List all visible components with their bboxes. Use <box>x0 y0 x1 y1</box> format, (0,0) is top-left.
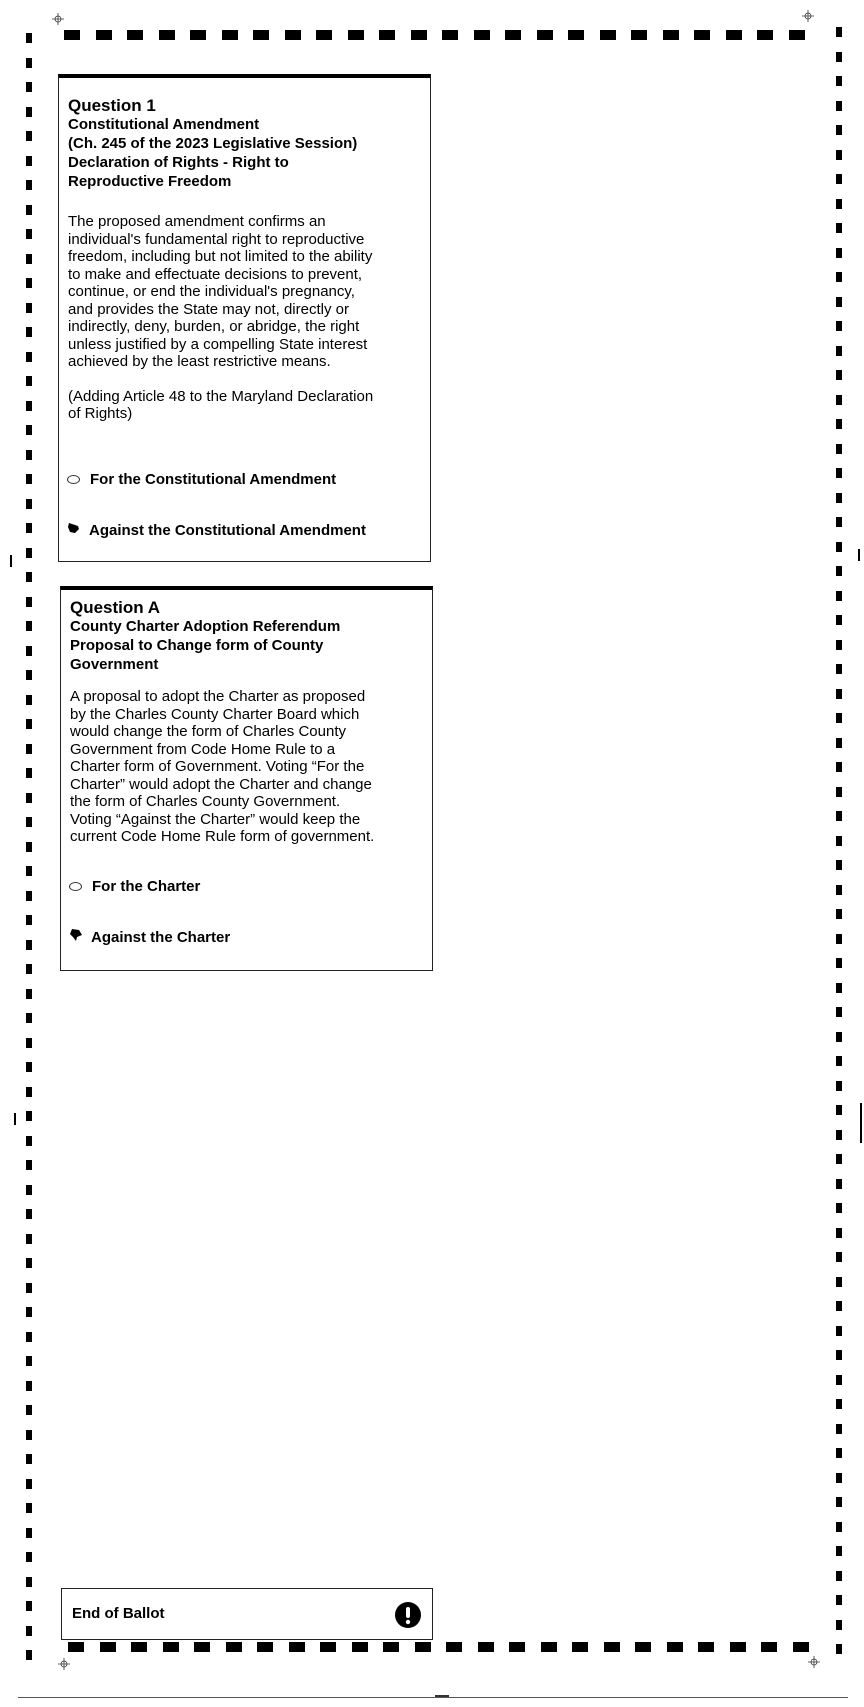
exclamation-circle-icon <box>394 1601 422 1629</box>
subtitle-line: Government <box>70 656 159 673</box>
timing-mark <box>793 1642 809 1652</box>
text-line: Charter” would adopt the Charter and change <box>70 775 372 793</box>
timing-mark <box>836 297 842 307</box>
timing-mark <box>159 30 175 40</box>
timing-mark <box>836 664 842 674</box>
timing-mark <box>379 30 395 40</box>
timing-mark <box>26 425 32 435</box>
timing-mark <box>26 940 32 950</box>
timing-mark <box>26 1430 32 1440</box>
timing-mark <box>836 1375 842 1385</box>
timing-mark <box>26 1650 32 1660</box>
timing-mark <box>600 30 616 40</box>
timing-mark <box>836 713 842 723</box>
timing-mark <box>26 327 32 337</box>
timing-mark <box>26 817 32 827</box>
timing-mark <box>836 27 842 37</box>
contest-question-1 <box>58 74 431 562</box>
timing-mark <box>348 30 364 40</box>
timing-mark <box>836 542 842 552</box>
timing-mark <box>26 719 32 729</box>
timing-mark <box>836 1424 842 1434</box>
contest-title: Question 1 <box>68 96 156 115</box>
timing-mark <box>836 836 842 846</box>
side-tick <box>858 549 860 561</box>
timing-mark <box>26 1234 32 1244</box>
timing-mark <box>289 1642 305 1652</box>
timing-mark <box>383 1642 399 1652</box>
timing-mark <box>836 1228 842 1238</box>
timing-mark <box>26 156 32 166</box>
timing-mark <box>478 1642 494 1652</box>
timing-mark <box>836 1081 842 1091</box>
timing-mark <box>836 983 842 993</box>
timing-mark <box>836 1056 842 1066</box>
timing-mark <box>26 1307 32 1317</box>
side-tick <box>10 555 12 567</box>
registration-crosshair-icon <box>808 1656 820 1668</box>
option-against-amendment[interactable] <box>67 521 366 539</box>
timing-mark <box>730 1642 746 1652</box>
timing-mark <box>836 517 842 527</box>
bottom-rule <box>18 1697 848 1698</box>
timing-mark <box>836 174 842 184</box>
timing-mark <box>26 1038 32 1048</box>
end-of-ballot-label: End of Ballot <box>72 1605 165 1622</box>
timing-mark <box>836 1154 842 1164</box>
timing-mark <box>757 30 773 40</box>
timing-mark <box>836 615 842 625</box>
text-line: Voting “Against the Charter” would keep the <box>70 810 361 828</box>
timing-mark <box>26 1552 32 1562</box>
timing-mark <box>26 352 32 362</box>
timing-mark <box>836 76 842 86</box>
timing-mark <box>836 860 842 870</box>
option-against-charter[interactable] <box>69 928 230 946</box>
timing-mark <box>836 566 842 576</box>
timing-mark <box>26 768 32 778</box>
subtitle-line: (Ch. 245 of the 2023 Legislative Session) <box>68 135 358 152</box>
timing-mark <box>26 744 32 754</box>
timing-mark <box>836 1130 842 1140</box>
empty-oval-icon[interactable] <box>67 475 80 484</box>
registration-crosshair-icon <box>802 10 814 22</box>
timing-mark <box>26 1479 32 1489</box>
timing-mark <box>836 1644 842 1654</box>
timing-mark <box>541 1642 557 1652</box>
timing-mark <box>222 30 238 40</box>
timing-mark <box>253 30 269 40</box>
timing-mark <box>26 58 32 68</box>
timing-mark <box>26 695 32 705</box>
text-line: individual's fundamental right to reproductive <box>68 230 365 248</box>
timing-mark <box>26 1405 32 1415</box>
timing-mark <box>316 30 332 40</box>
timing-mark <box>836 346 842 356</box>
timing-mark <box>663 30 679 40</box>
timing-mark <box>26 131 32 141</box>
timing-mark <box>26 842 32 852</box>
timing-mark <box>26 499 32 509</box>
option-for-charter[interactable] <box>69 878 200 895</box>
registration-crosshair-icon <box>52 13 64 25</box>
timing-mark <box>26 1626 32 1636</box>
text-line: A proposal to adopt the Charter as proposed <box>70 688 366 705</box>
timing-mark <box>26 1503 32 1513</box>
timing-mark <box>415 1642 431 1652</box>
timing-mark <box>190 30 206 40</box>
text-line: Charter form of Government. Voting “For the <box>70 758 365 775</box>
filled-oval-icon[interactable] <box>69 928 83 946</box>
timing-mark <box>836 787 842 797</box>
timing-mark <box>568 30 584 40</box>
text-line: would change the form of Charles County <box>70 723 346 740</box>
bottom-tick <box>435 1695 449 1697</box>
timing-mark <box>127 30 143 40</box>
side-tick <box>14 1113 16 1125</box>
timing-mark <box>726 30 742 40</box>
timing-mark <box>836 1571 842 1581</box>
timing-mark <box>26 401 32 411</box>
timing-mark <box>836 223 842 233</box>
text-line: continue, or end the individual's pregnancy, <box>68 283 355 300</box>
timing-mark <box>26 254 32 264</box>
timing-mark <box>411 30 427 40</box>
timing-mark <box>352 1642 368 1652</box>
timing-mark <box>836 493 842 503</box>
timing-mark <box>26 1454 32 1464</box>
text-line: unless justified by a compelling State interest <box>68 335 368 353</box>
text-line: to make and effectuate decisions to prevent, <box>68 265 363 283</box>
timing-mark <box>836 1203 842 1213</box>
option-label: For the Constitutional Amendment <box>90 471 337 488</box>
timing-mark <box>667 1642 683 1652</box>
timing-mark <box>836 272 842 282</box>
option-label: Against the Charter <box>91 928 231 946</box>
timing-mark <box>26 1601 32 1611</box>
timing-mark <box>26 646 32 656</box>
contest-subtitle <box>68 115 421 191</box>
contest-text <box>68 213 421 371</box>
timing-mark <box>68 1642 84 1652</box>
timing-mark <box>836 395 842 405</box>
timing-mark <box>789 30 805 40</box>
timing-mark <box>836 1620 842 1630</box>
timing-mark <box>836 1277 842 1287</box>
timing-mark <box>26 548 32 558</box>
timing-mark <box>26 1258 32 1268</box>
timing-mark <box>836 958 842 968</box>
timing-mark <box>836 1032 842 1042</box>
text-line: the form of Charles County Government. <box>70 793 341 810</box>
contest-reference <box>68 388 421 423</box>
timing-mark <box>26 82 32 92</box>
timing-mark <box>761 1642 777 1652</box>
timing-mark <box>26 670 32 680</box>
timing-mark <box>631 30 647 40</box>
text-line: current Code Home Rule form of government. <box>70 828 375 845</box>
timing-mark <box>26 1136 32 1146</box>
timing-mark <box>26 964 32 974</box>
timing-mark <box>836 1448 842 1458</box>
timing-mark <box>604 1642 620 1652</box>
subtitle-line: Proposal to Change form of County <box>70 637 324 654</box>
timing-mark <box>836 419 842 429</box>
timing-mark <box>836 1105 842 1115</box>
timing-mark <box>26 1577 32 1587</box>
option-label: For the Charter <box>92 878 201 895</box>
text-line: freedom, including but not limited to the ability <box>68 248 373 265</box>
timing-mark <box>26 1283 32 1293</box>
timing-mark <box>26 1209 32 1219</box>
timing-mark <box>26 278 32 288</box>
timing-mark <box>836 1350 842 1360</box>
timing-mark <box>836 689 842 699</box>
timing-mark <box>836 444 842 454</box>
timing-mark <box>26 597 32 607</box>
timing-mark <box>442 30 458 40</box>
timing-mark <box>635 1642 651 1652</box>
timing-mark <box>26 523 32 533</box>
contest-subtitle <box>70 617 423 674</box>
timing-mark <box>836 738 842 748</box>
timing-mark <box>320 1642 336 1652</box>
option-label: Against the Constitutional Amendment <box>89 521 366 539</box>
text-line: by the Charles County Charter Board which <box>70 705 360 723</box>
registration-crosshair-icon <box>58 1658 70 1670</box>
timing-mark <box>836 1473 842 1483</box>
timing-mark <box>26 229 32 239</box>
timing-mark <box>26 376 32 386</box>
text-line: and provides the State may not, directly or <box>68 300 349 318</box>
timing-mark <box>509 1642 525 1652</box>
contest-title: Question A <box>70 598 161 617</box>
timing-mark <box>26 180 32 190</box>
text-line: achieved by the least restrictive means. <box>68 353 331 370</box>
timing-mark <box>836 199 842 209</box>
timing-mark <box>26 1381 32 1391</box>
timing-mark <box>836 370 842 380</box>
contest-question-a <box>60 586 433 971</box>
timing-mark <box>26 572 32 582</box>
timing-mark <box>96 30 112 40</box>
timing-mark <box>26 989 32 999</box>
timing-mark <box>836 1007 842 1017</box>
timing-mark <box>26 1185 32 1195</box>
timing-mark <box>26 1013 32 1023</box>
timing-mark <box>836 1326 842 1336</box>
timing-mark <box>698 1642 714 1652</box>
timing-mark <box>836 1179 842 1189</box>
timing-mark <box>836 1497 842 1507</box>
timing-mark <box>836 125 842 135</box>
subtitle-line: Declaration of Rights - Right to <box>68 154 289 171</box>
timing-mark <box>836 468 842 478</box>
reference-line: of Rights) <box>68 405 133 422</box>
contest-text <box>70 688 423 846</box>
timing-mark <box>100 1642 116 1652</box>
timing-mark <box>836 321 842 331</box>
timing-mark <box>226 1642 242 1652</box>
timing-mark <box>26 1160 32 1170</box>
timing-mark <box>285 30 301 40</box>
timing-mark <box>64 30 80 40</box>
timing-mark <box>572 1642 588 1652</box>
timing-mark <box>26 1528 32 1538</box>
timing-mark <box>505 30 521 40</box>
timing-mark <box>537 30 553 40</box>
timing-mark <box>257 1642 273 1652</box>
timing-mark <box>836 762 842 772</box>
timing-mark <box>26 866 32 876</box>
subtitle-line: Reproductive Freedom <box>68 173 232 190</box>
timing-mark <box>26 107 32 117</box>
timing-mark <box>26 915 32 925</box>
timing-mark <box>26 474 32 484</box>
timing-mark <box>836 1546 842 1556</box>
timing-mark <box>836 150 842 160</box>
timing-mark <box>836 885 842 895</box>
timing-mark <box>836 1252 842 1262</box>
timing-mark <box>836 934 842 944</box>
timing-mark <box>836 1595 842 1605</box>
timing-mark <box>26 1087 32 1097</box>
timing-mark <box>836 811 842 821</box>
timing-mark <box>836 1522 842 1532</box>
timing-mark <box>163 1642 179 1652</box>
empty-oval-icon[interactable] <box>69 882 82 891</box>
timing-mark <box>694 30 710 40</box>
timing-mark <box>836 591 842 601</box>
timing-mark <box>26 891 32 901</box>
timing-mark <box>26 621 32 631</box>
end-of-ballot-box <box>61 1588 433 1640</box>
timing-mark <box>836 101 842 111</box>
timing-mark <box>836 1301 842 1311</box>
timing-mark <box>26 33 32 43</box>
timing-mark <box>26 1332 32 1342</box>
reference-line: (Adding Article 48 to the Maryland Declaration <box>68 387 374 405</box>
timing-mark <box>26 1062 32 1072</box>
timing-mark <box>836 909 842 919</box>
timing-mark <box>26 450 32 460</box>
timing-mark <box>836 52 842 62</box>
timing-mark <box>26 1356 32 1366</box>
timing-mark <box>26 303 32 313</box>
text-line: indirectly, deny, burden, or abridge, the right <box>68 318 360 335</box>
subtitle-line: County Charter Adoption Referendum <box>70 618 341 635</box>
timing-mark <box>26 205 32 215</box>
timing-mark <box>446 1642 462 1652</box>
option-for-amendment[interactable] <box>67 471 336 488</box>
timing-mark <box>131 1642 147 1652</box>
timing-mark <box>26 793 32 803</box>
text-line: Government from Code Home Rule to a <box>70 740 336 758</box>
subtitle-line: Constitutional Amendment <box>68 116 260 133</box>
timing-mark <box>836 248 842 258</box>
timing-mark <box>836 1399 842 1409</box>
text-line: The proposed amendment confirms an <box>68 213 326 230</box>
timing-mark <box>836 640 842 650</box>
timing-mark <box>194 1642 210 1652</box>
filled-oval-icon[interactable] <box>67 521 81 539</box>
timing-mark <box>474 30 490 40</box>
timing-mark <box>26 1111 32 1121</box>
side-tick <box>860 1103 862 1143</box>
